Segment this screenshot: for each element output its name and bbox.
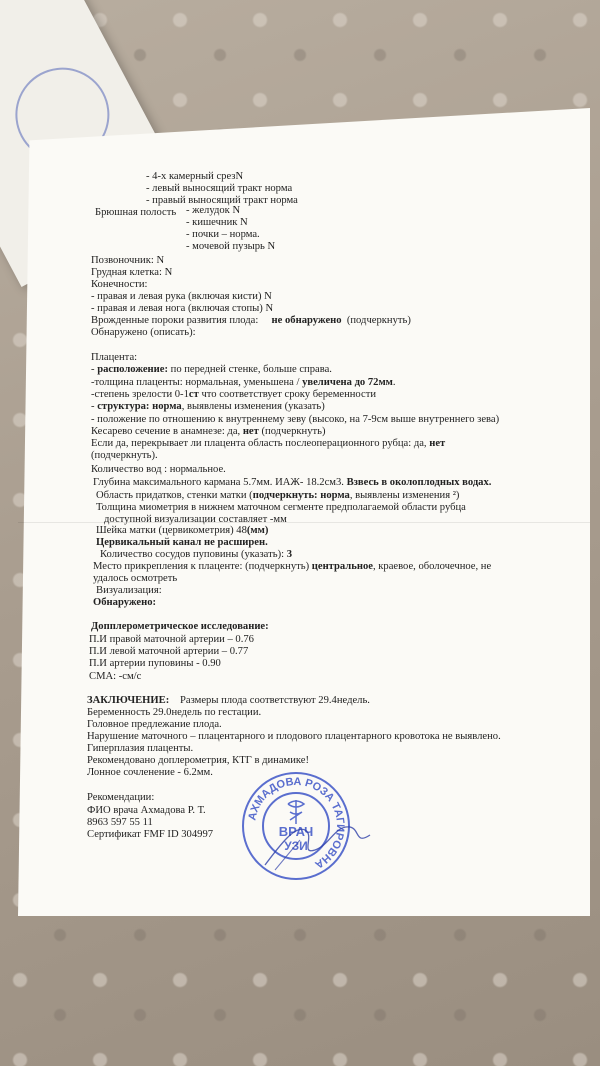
placenta-title: Плацента:: [91, 352, 138, 363]
recommendations-label: Рекомендации:: [87, 792, 155, 803]
right-outflow: - правый выносящий тракт норма: [146, 195, 298, 206]
cervical-canal: Цервикальный канал не расширен.: [96, 537, 268, 548]
found-label: Обнаружено:: [93, 597, 157, 608]
doppler-umbilical: П.И артерии пуповины - 0.90: [89, 658, 221, 669]
limbs-label: Конечности:: [91, 279, 148, 290]
structure-rest: , выявлены изменения (указать): [181, 401, 325, 412]
adnexa-end: , выявлены изменения ²): [349, 490, 460, 501]
placenta-location: - расположение: по передней стенке, больше справа.: [91, 364, 332, 375]
scar-answer: нет: [429, 438, 446, 449]
conclusion-label: ЗАКЛЮЧЕНИЕ:: [87, 695, 170, 706]
conclusion-presentation: Головное предлежание плода.: [87, 719, 222, 730]
scar-question: Если да, перекрывает ли плацента область послеоперационного рубца: да,: [91, 438, 430, 449]
stamp-center-bottom: УЗИ: [284, 839, 308, 853]
bladder: - мочевой пузырь N: [186, 241, 276, 252]
fluid-suspension: Взвесь в околоплодных водах.: [346, 477, 492, 488]
arms: - правая и левая рука (включая кисти) N: [91, 291, 272, 302]
chest: Грудная клетка: N: [91, 267, 173, 278]
cesarean-answer: нет: [242, 426, 259, 437]
cesarean-hint: (подчеркнуть): [258, 426, 326, 437]
placenta-structure: - структура: норма, выявлены изменения (указать): [91, 401, 325, 412]
maturity-start: -степень зрелости 0-1: [91, 389, 189, 400]
placenta-position: - положение по отношению к внутреннему зеву (высоко, на 7-9см выше внутреннего зева): [91, 414, 500, 425]
malformations: [91, 315, 411, 327]
thickness-options: -толщина плаценты: нормальная, уменьшена /: [91, 377, 303, 388]
malformations-label: Врожденные пороки развития плода:: [91, 315, 259, 326]
doctor-phone: 8963 597 55 11: [87, 817, 153, 828]
cesarean-question: Кесарево сечение в анамнезе: да,: [91, 426, 243, 437]
cord-options: , краевое, оболочечное, не: [372, 561, 492, 572]
depth-value: Глубина максимального кармана 5.7мм. ИАЖ- 18.2см3.: [93, 477, 347, 488]
maturity-end: что соответствует сроку беременности: [198, 389, 376, 400]
heart-4chamber: - 4-х камерный срезN: [146, 171, 244, 182]
doctor-certificate: Сертификат FMF ID 304997: [87, 829, 214, 840]
doppler-right: П.И правой маточной артерии – 0.76: [89, 634, 254, 645]
thickness-value: увеличена до 72мм: [302, 377, 393, 388]
location-label: расположение:: [97, 364, 168, 375]
conclusion-frontal: Лонное сочленение - 6.2мм.: [87, 767, 213, 778]
conclusion-pregnancy: Беременность 29.0недель по гестации.: [87, 707, 262, 718]
scar-hint: (подчеркнуть).: [91, 450, 158, 461]
scar-overlap: [91, 438, 445, 450]
doctor-name: ФИО врача Ахмадова Р. Т.: [87, 805, 206, 816]
doppler-title: Допплерометрическое исследование:: [91, 621, 269, 632]
malformations-hint: (подчеркнуть): [346, 315, 411, 326]
placenta-thickness: [91, 377, 396, 389]
conclusion-recommended: Рекомендовано доплерометрия, КТГ в динамике!: [87, 755, 310, 766]
doppler-left: П.И левой маточной артерии – 0.77: [89, 646, 249, 657]
cord-insertion: [93, 561, 491, 573]
cesarean-history: [91, 426, 326, 438]
cord-central: центральное: [311, 561, 373, 572]
structure-label: структура: норма: [97, 401, 182, 412]
vessels-count: 3: [286, 549, 292, 560]
abdomen-label: Брюшная полость: [95, 207, 177, 218]
spine: Позвоночник: N: [91, 255, 165, 266]
stamp-ring-path: АХМАДОВА РОЗА ТАГИРОВНА: [246, 775, 347, 871]
visualization-label: Визуализация:: [96, 585, 162, 596]
signature-icon: [260, 805, 380, 875]
cord-label: Место прикрепления к плаценте: (подчеркнуть): [93, 561, 312, 572]
conclusion-hyperplasia: Гиперплазия плаценты.: [87, 743, 194, 754]
cervix-value: Шейка матки (цервикометрия) 48: [96, 525, 247, 536]
vessels-label: Количество сосудов пуповины (указать):: [100, 549, 287, 560]
malformations-value: не обнаружено: [271, 315, 342, 326]
cervix-unit: (мм): [246, 525, 269, 536]
maturity-unit: ст: [188, 389, 199, 400]
fluid-amount: Количество вод : нормальное.: [91, 464, 226, 475]
cord-not-seen: удалось осмотреть: [93, 573, 178, 584]
adnexa-start: Область придатков, стенки матки (: [96, 490, 253, 501]
cord-vessels: [100, 549, 292, 561]
myometrium: Толщина миометрия в нижнем маточном сегменте предполагаемой области рубца: [96, 502, 466, 513]
legs: - правая и левая нога (включая стопы) N: [91, 303, 274, 314]
doppler-cma: СМА: -см/с: [89, 671, 142, 682]
placenta-maturity: [91, 389, 376, 401]
conclusion-blood-flow: Нарушение маточного – плацентарного и плодового плацентарного кровотока не выявлено.: [87, 731, 501, 742]
kidneys: - почки – норма.: [186, 229, 260, 240]
found-describe: Обнаружено (описать):: [91, 327, 196, 338]
location-value: по передней стенке, больше справа.: [168, 364, 332, 375]
adnexa: [96, 490, 459, 502]
visualization-size: доступной визуализации составляет -мм: [104, 514, 287, 525]
intestine: - кишечник N: [186, 217, 248, 228]
thickness-end: .: [392, 377, 396, 388]
adnexa-norm: подчеркнуть: норма: [252, 490, 350, 501]
conclusion-size: Размеры плода соответствуют 29.4недель.: [180, 695, 370, 706]
left-outflow: - левый выносящий тракт норма: [146, 183, 293, 194]
stamp-center-top: ВРАЧ: [278, 824, 314, 839]
cervix: [96, 525, 268, 537]
stomach: - желудок N: [186, 205, 241, 216]
fluid-depth: [93, 477, 491, 489]
